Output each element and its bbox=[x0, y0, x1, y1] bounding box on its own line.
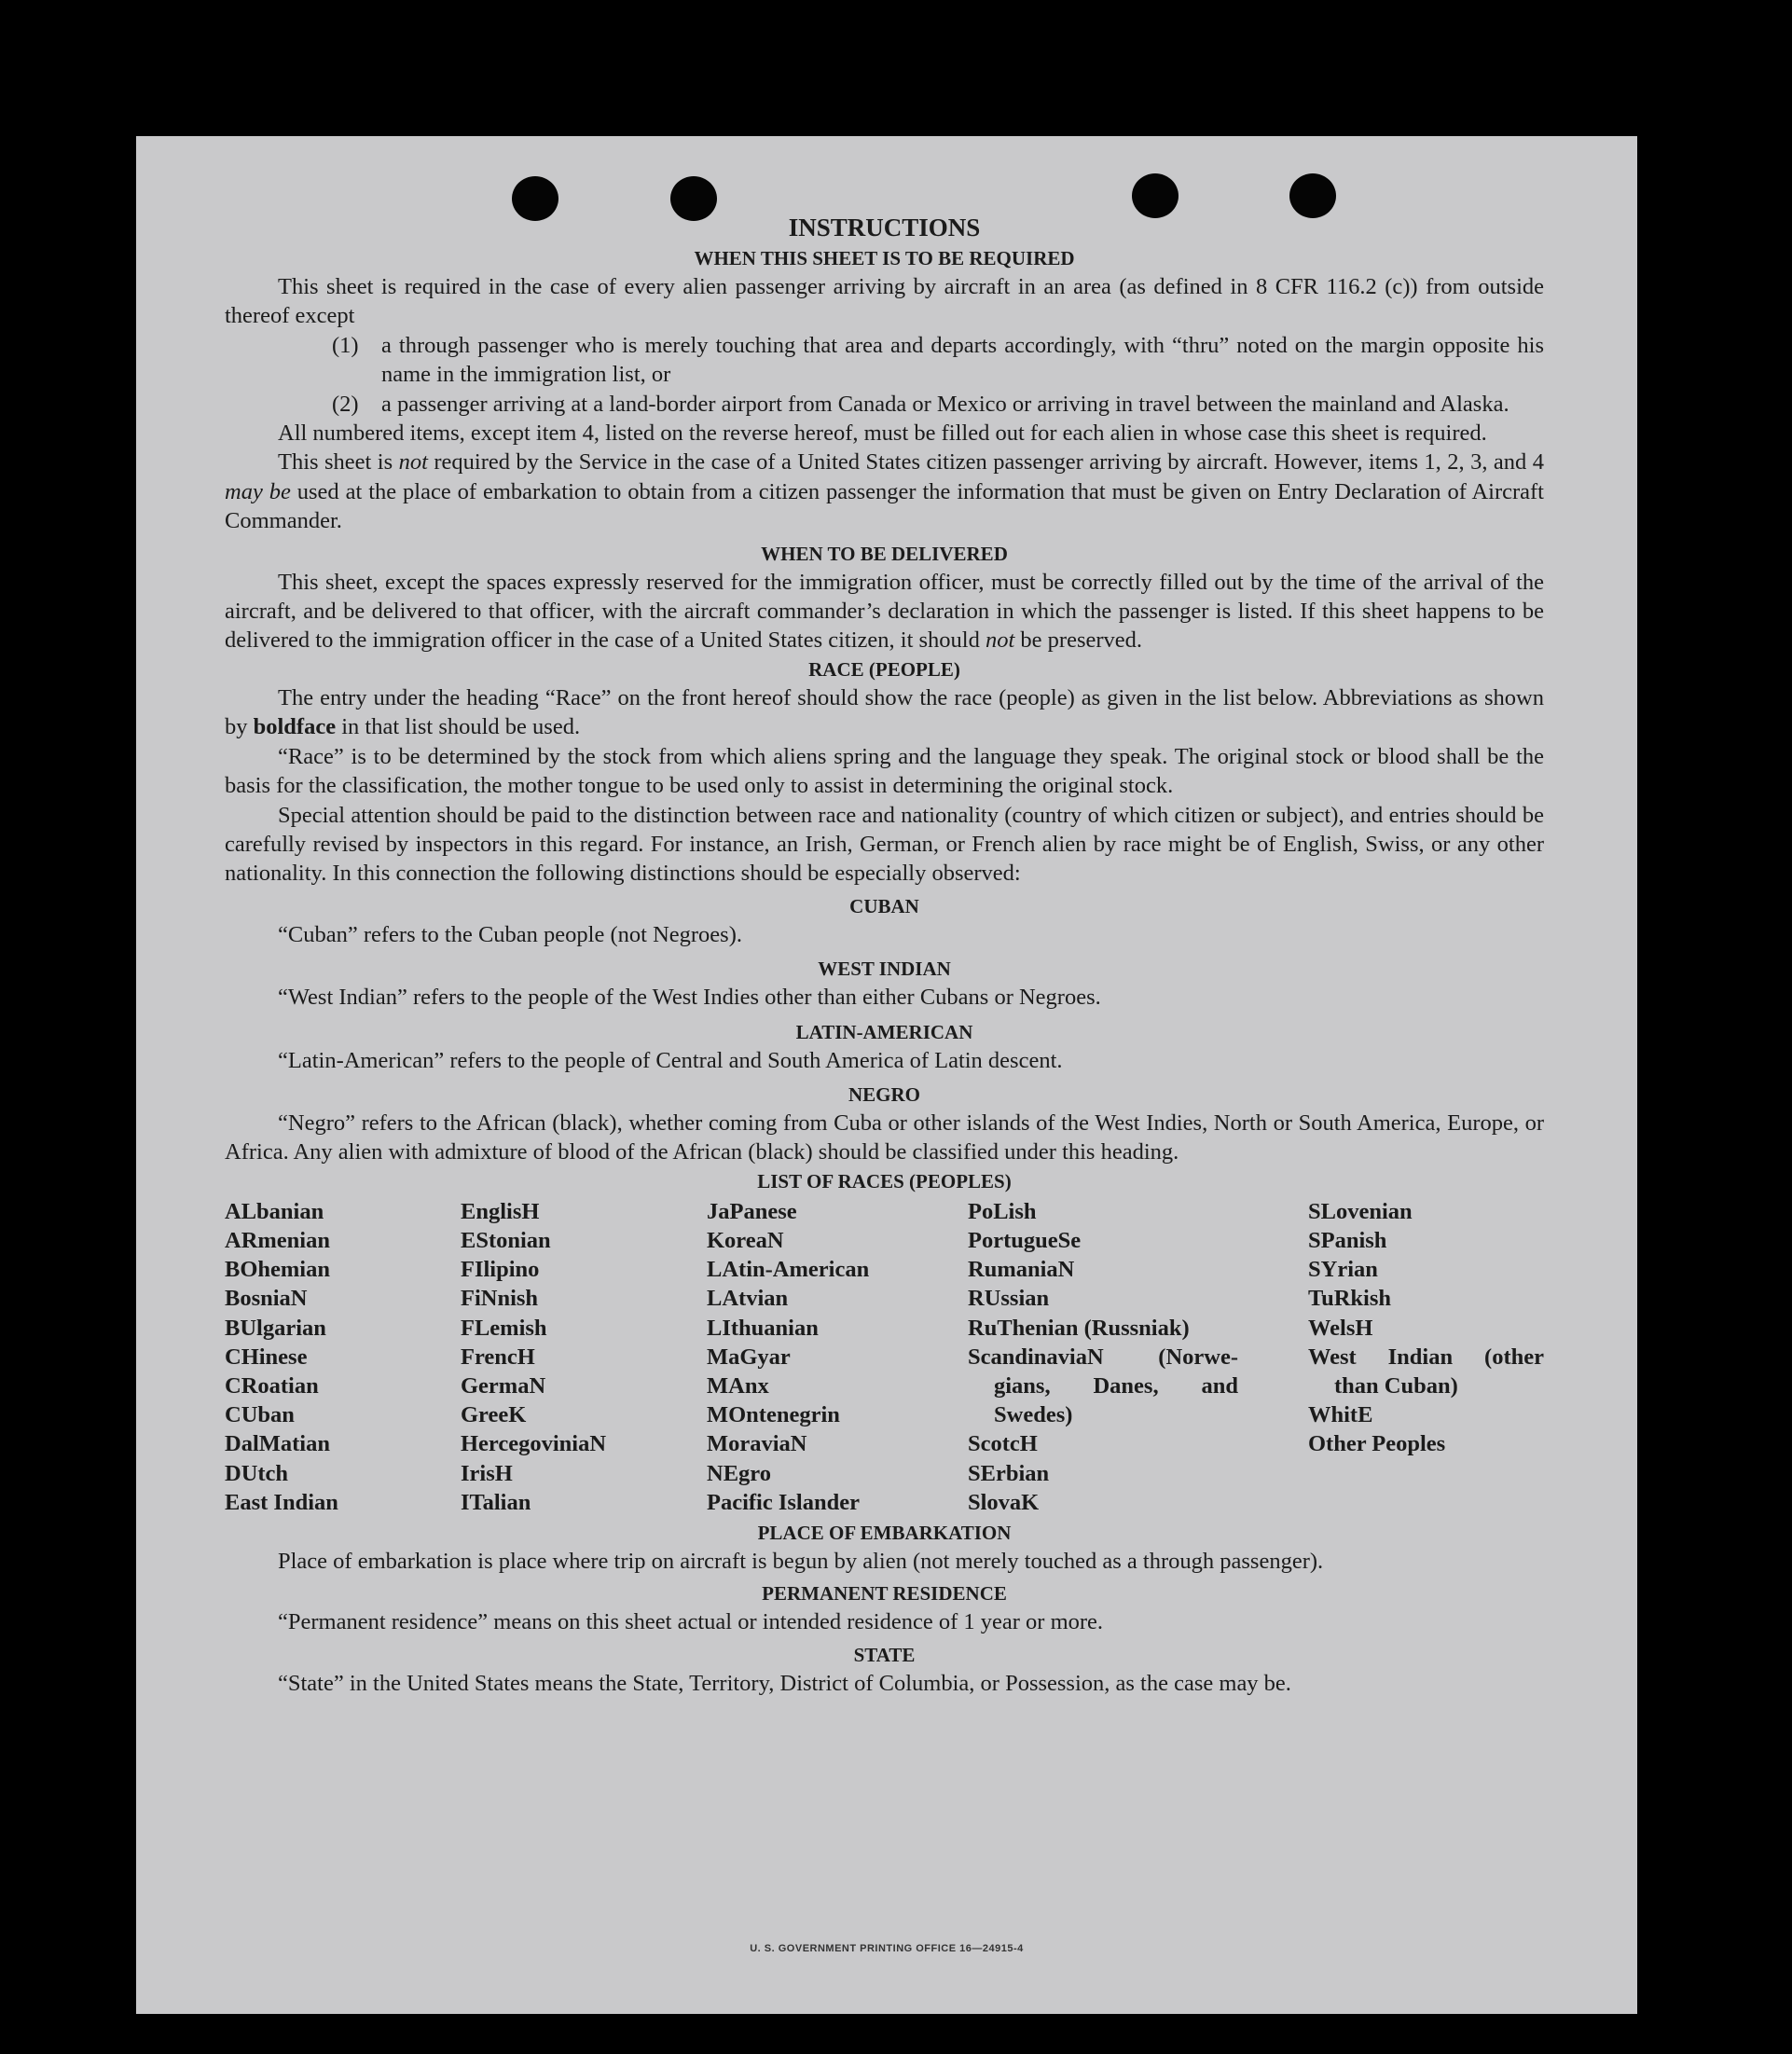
race-column bbox=[1308, 1197, 1544, 1517]
race-item: SYrian bbox=[1308, 1257, 1378, 1283]
race-item: WelsH bbox=[1308, 1315, 1373, 1341]
paragraph bbox=[225, 568, 1544, 655]
instructions-content bbox=[225, 211, 1544, 1698]
race-column bbox=[707, 1197, 968, 1517]
document-sheet bbox=[136, 136, 1637, 2014]
text-run: This sheet is bbox=[278, 449, 399, 476]
race-item: CUban bbox=[225, 1402, 295, 1428]
race-item: ScotcH bbox=[968, 1431, 1038, 1457]
paragraph: Special attention should be paid to the distinction between race and nationality (country of which citizen or subject), and entries should be carefully revised by inspectors in this regard. For instance, an Irish, German, or French alien by race might be of English, Swiss, or any other nationality. In this connection the following distinctions should be especially observed: bbox=[225, 802, 1544, 887]
paragraph bbox=[225, 683, 1544, 742]
italic-text: not bbox=[398, 449, 428, 476]
race-item-continued: than Cuban) bbox=[1334, 1372, 1458, 1399]
printing-office-footer: U. S. GOVERNMENT PRINTING OFFICE 16—24915-4 bbox=[750, 1943, 1024, 1954]
race-item: MAnx bbox=[707, 1372, 769, 1399]
text-run: This sheet, except the spaces expressly reserved for the immigration officer, must be correctly filled out by the time of the arrival of the aircraft, and be delivered to that officer, with the aircraft commander’s declaration in which the passenger is listed. If this sheet happens to be delivered to the immigration officer in the case of a United States citizen, it should bbox=[225, 569, 1544, 654]
race-item: LIthuanian bbox=[707, 1315, 819, 1341]
race-column bbox=[968, 1197, 1238, 1517]
race-item: TuRkish bbox=[1308, 1286, 1392, 1312]
section-heading: PLACE OF EMBARKATION bbox=[757, 1521, 1012, 1544]
race-item: RuThenian (Russniak) bbox=[968, 1315, 1190, 1341]
list-item bbox=[332, 331, 1544, 390]
section-heading: NEGRO bbox=[848, 1082, 920, 1106]
paragraph: All numbered items, except item 4, listed on the reverse hereof, must be filled out for each alien in whose case this sheet is required. bbox=[278, 420, 1487, 447]
race-item: JaPanese bbox=[707, 1198, 797, 1224]
race-item: EStonian bbox=[461, 1227, 551, 1253]
race-item: PoLish bbox=[968, 1198, 1037, 1224]
race-item: SErbian bbox=[968, 1460, 1050, 1486]
race-item-continued: gians, Danes, and bbox=[994, 1372, 1238, 1399]
race-item: FLemish bbox=[461, 1315, 547, 1341]
race-item: Other Peoples bbox=[1308, 1431, 1446, 1457]
text-run: required by the Service in the case of a United States citizen passenger arriving by aircraft. However, items 1, 2, 3, and 4 bbox=[427, 449, 1544, 476]
race-item: GermaN bbox=[461, 1372, 546, 1399]
text-run: The entry under the heading “Race” on the front hereof should show the race (people) as given in the list below. Abbreviations as shown by bbox=[225, 684, 1544, 740]
race-item: EnglisH bbox=[461, 1198, 540, 1224]
text-run: in that list should be used. bbox=[336, 714, 581, 740]
race-item: MaGyar bbox=[707, 1344, 791, 1370]
race-item: CHinese bbox=[225, 1344, 308, 1370]
paragraph: “State” in the United States means the State, Territory, District of Columbia, or Possession, as the case may be. bbox=[278, 1670, 1291, 1696]
section-heading: WHEN THIS SHEET IS TO BE REQUIRED bbox=[694, 247, 1075, 269]
item-text: a passenger arriving at a land-border airport from Canada or Mexico or arriving in travel between the mainland and Alaska. bbox=[381, 391, 1509, 417]
race-item: ALbanian bbox=[225, 1198, 324, 1224]
race-item: MoraviaN bbox=[707, 1431, 807, 1457]
race-item: FrencH bbox=[461, 1344, 535, 1370]
race-item: DUtch bbox=[225, 1460, 289, 1486]
section-heading: LATIN-AMERICAN bbox=[795, 1020, 973, 1043]
section-heading: STATE bbox=[853, 1643, 916, 1666]
race-item: ARmenian bbox=[225, 1227, 330, 1253]
race-list bbox=[225, 1197, 1544, 1517]
race-item: LAtin-American bbox=[707, 1257, 870, 1283]
paragraph: “Cuban” refers to the Cuban people (not Negroes). bbox=[278, 921, 742, 947]
race-item: DalMatian bbox=[225, 1431, 330, 1457]
item-number: (1) bbox=[332, 332, 359, 358]
race-item: RumaniaN bbox=[968, 1257, 1075, 1283]
race-item-continued: Swedes) bbox=[994, 1402, 1073, 1428]
race-item: BosniaN bbox=[225, 1286, 308, 1312]
paragraph: “Negro” refers to the African (black), whether coming from Cuba or other islands of the West Indies, North or South America, Europe, or Africa. Any alien with admixture of blood of the African (black) should be classified under this heading. bbox=[225, 1110, 1544, 1165]
paragraph: “Permanent residence” means on this sheet actual or intended residence of 1 year or more. bbox=[278, 1609, 1104, 1635]
race-item: West Indian (other bbox=[1308, 1344, 1544, 1370]
item-number: (2) bbox=[332, 391, 359, 417]
race-column bbox=[225, 1197, 461, 1517]
race-item: Pacific Islander bbox=[707, 1489, 860, 1515]
race-item: RUssian bbox=[968, 1286, 1050, 1312]
race-item: FiNnish bbox=[461, 1286, 539, 1312]
list-item bbox=[332, 390, 1544, 419]
race-item: FIlipino bbox=[461, 1257, 540, 1283]
race-item: MOntenegrin bbox=[707, 1402, 840, 1428]
race-item: SlovaK bbox=[968, 1489, 1040, 1515]
race-item: GreeK bbox=[461, 1402, 527, 1428]
race-item: NEgro bbox=[707, 1460, 771, 1486]
race-group bbox=[1308, 1400, 1544, 1458]
race-column bbox=[461, 1197, 707, 1517]
italic-text: may be bbox=[225, 478, 291, 504]
race-item: PortugueSe bbox=[968, 1227, 1082, 1253]
race-group bbox=[968, 1429, 1238, 1517]
race-item: HercegoviniaN bbox=[461, 1431, 607, 1457]
bold-text: boldface bbox=[253, 714, 337, 740]
race-item: SLovenian bbox=[1308, 1198, 1413, 1224]
race-group bbox=[968, 1197, 1238, 1343]
race-item: SPanish bbox=[1308, 1227, 1387, 1253]
paragraph: “Latin-American” refers to the people of Central and South America of Latin descent. bbox=[278, 1047, 1063, 1073]
race-item: ITalian bbox=[461, 1489, 531, 1515]
section-heading: LIST OF RACES (PEOPLES) bbox=[757, 1169, 1012, 1192]
section-heading: WHEN TO BE DELIVERED bbox=[761, 542, 1008, 565]
section-heading: WEST INDIAN bbox=[818, 958, 951, 981]
section-heading: RACE (PEOPLE) bbox=[808, 657, 960, 681]
race-item: WhitE bbox=[1308, 1402, 1373, 1428]
paragraph: This sheet is required in the case of every alien passenger arriving by aircraft in an area (as defined in 8 CFR 116.2 (c)) from outside thereof except bbox=[225, 274, 1544, 329]
text-run: be preserved. bbox=[1014, 627, 1143, 654]
paragraph bbox=[225, 448, 1544, 535]
italic-text: not bbox=[985, 627, 1015, 654]
race-item: KoreaN bbox=[707, 1227, 784, 1253]
race-item: ScandinaviaN (Norwe- bbox=[968, 1344, 1238, 1370]
race-item: LAtvian bbox=[707, 1286, 789, 1312]
race-item: BOhemian bbox=[225, 1257, 330, 1283]
paragraph: “West Indian” refers to the people of the West Indies other than either Cubans or Negroes. bbox=[278, 985, 1101, 1011]
race-item: BUlgarian bbox=[225, 1315, 326, 1341]
race-item: IrisH bbox=[461, 1460, 513, 1486]
race-item: CRoatian bbox=[225, 1372, 319, 1399]
paragraph: “Race” is to be determined by the stock from which aliens spring and the language they speak. The original stock or blood shall be the basis for the classification, the mother tongue to be used only to assist in determining the original stock. bbox=[225, 743, 1544, 799]
race-item: East Indian bbox=[225, 1489, 338, 1515]
section-heading: CUBAN bbox=[849, 894, 919, 917]
item-text: a through passenger who is merely touching that area and departs accordingly, with “thru” noted on the margin opposite his name in the immigration list, or bbox=[381, 332, 1544, 388]
text-run: used at the place of embarkation to obtain from a citizen passenger the information that must be given on Entry Declaration of Aircraft Commander. bbox=[225, 478, 1544, 534]
paragraph: Place of embarkation is place where trip on aircraft is begun by alien (not merely touched as a through passenger). bbox=[278, 1548, 1324, 1574]
section-heading: PERMANENT RESIDENCE bbox=[762, 1582, 1007, 1606]
page-title: INSTRUCTIONS bbox=[788, 214, 981, 241]
race-group bbox=[1308, 1197, 1544, 1343]
